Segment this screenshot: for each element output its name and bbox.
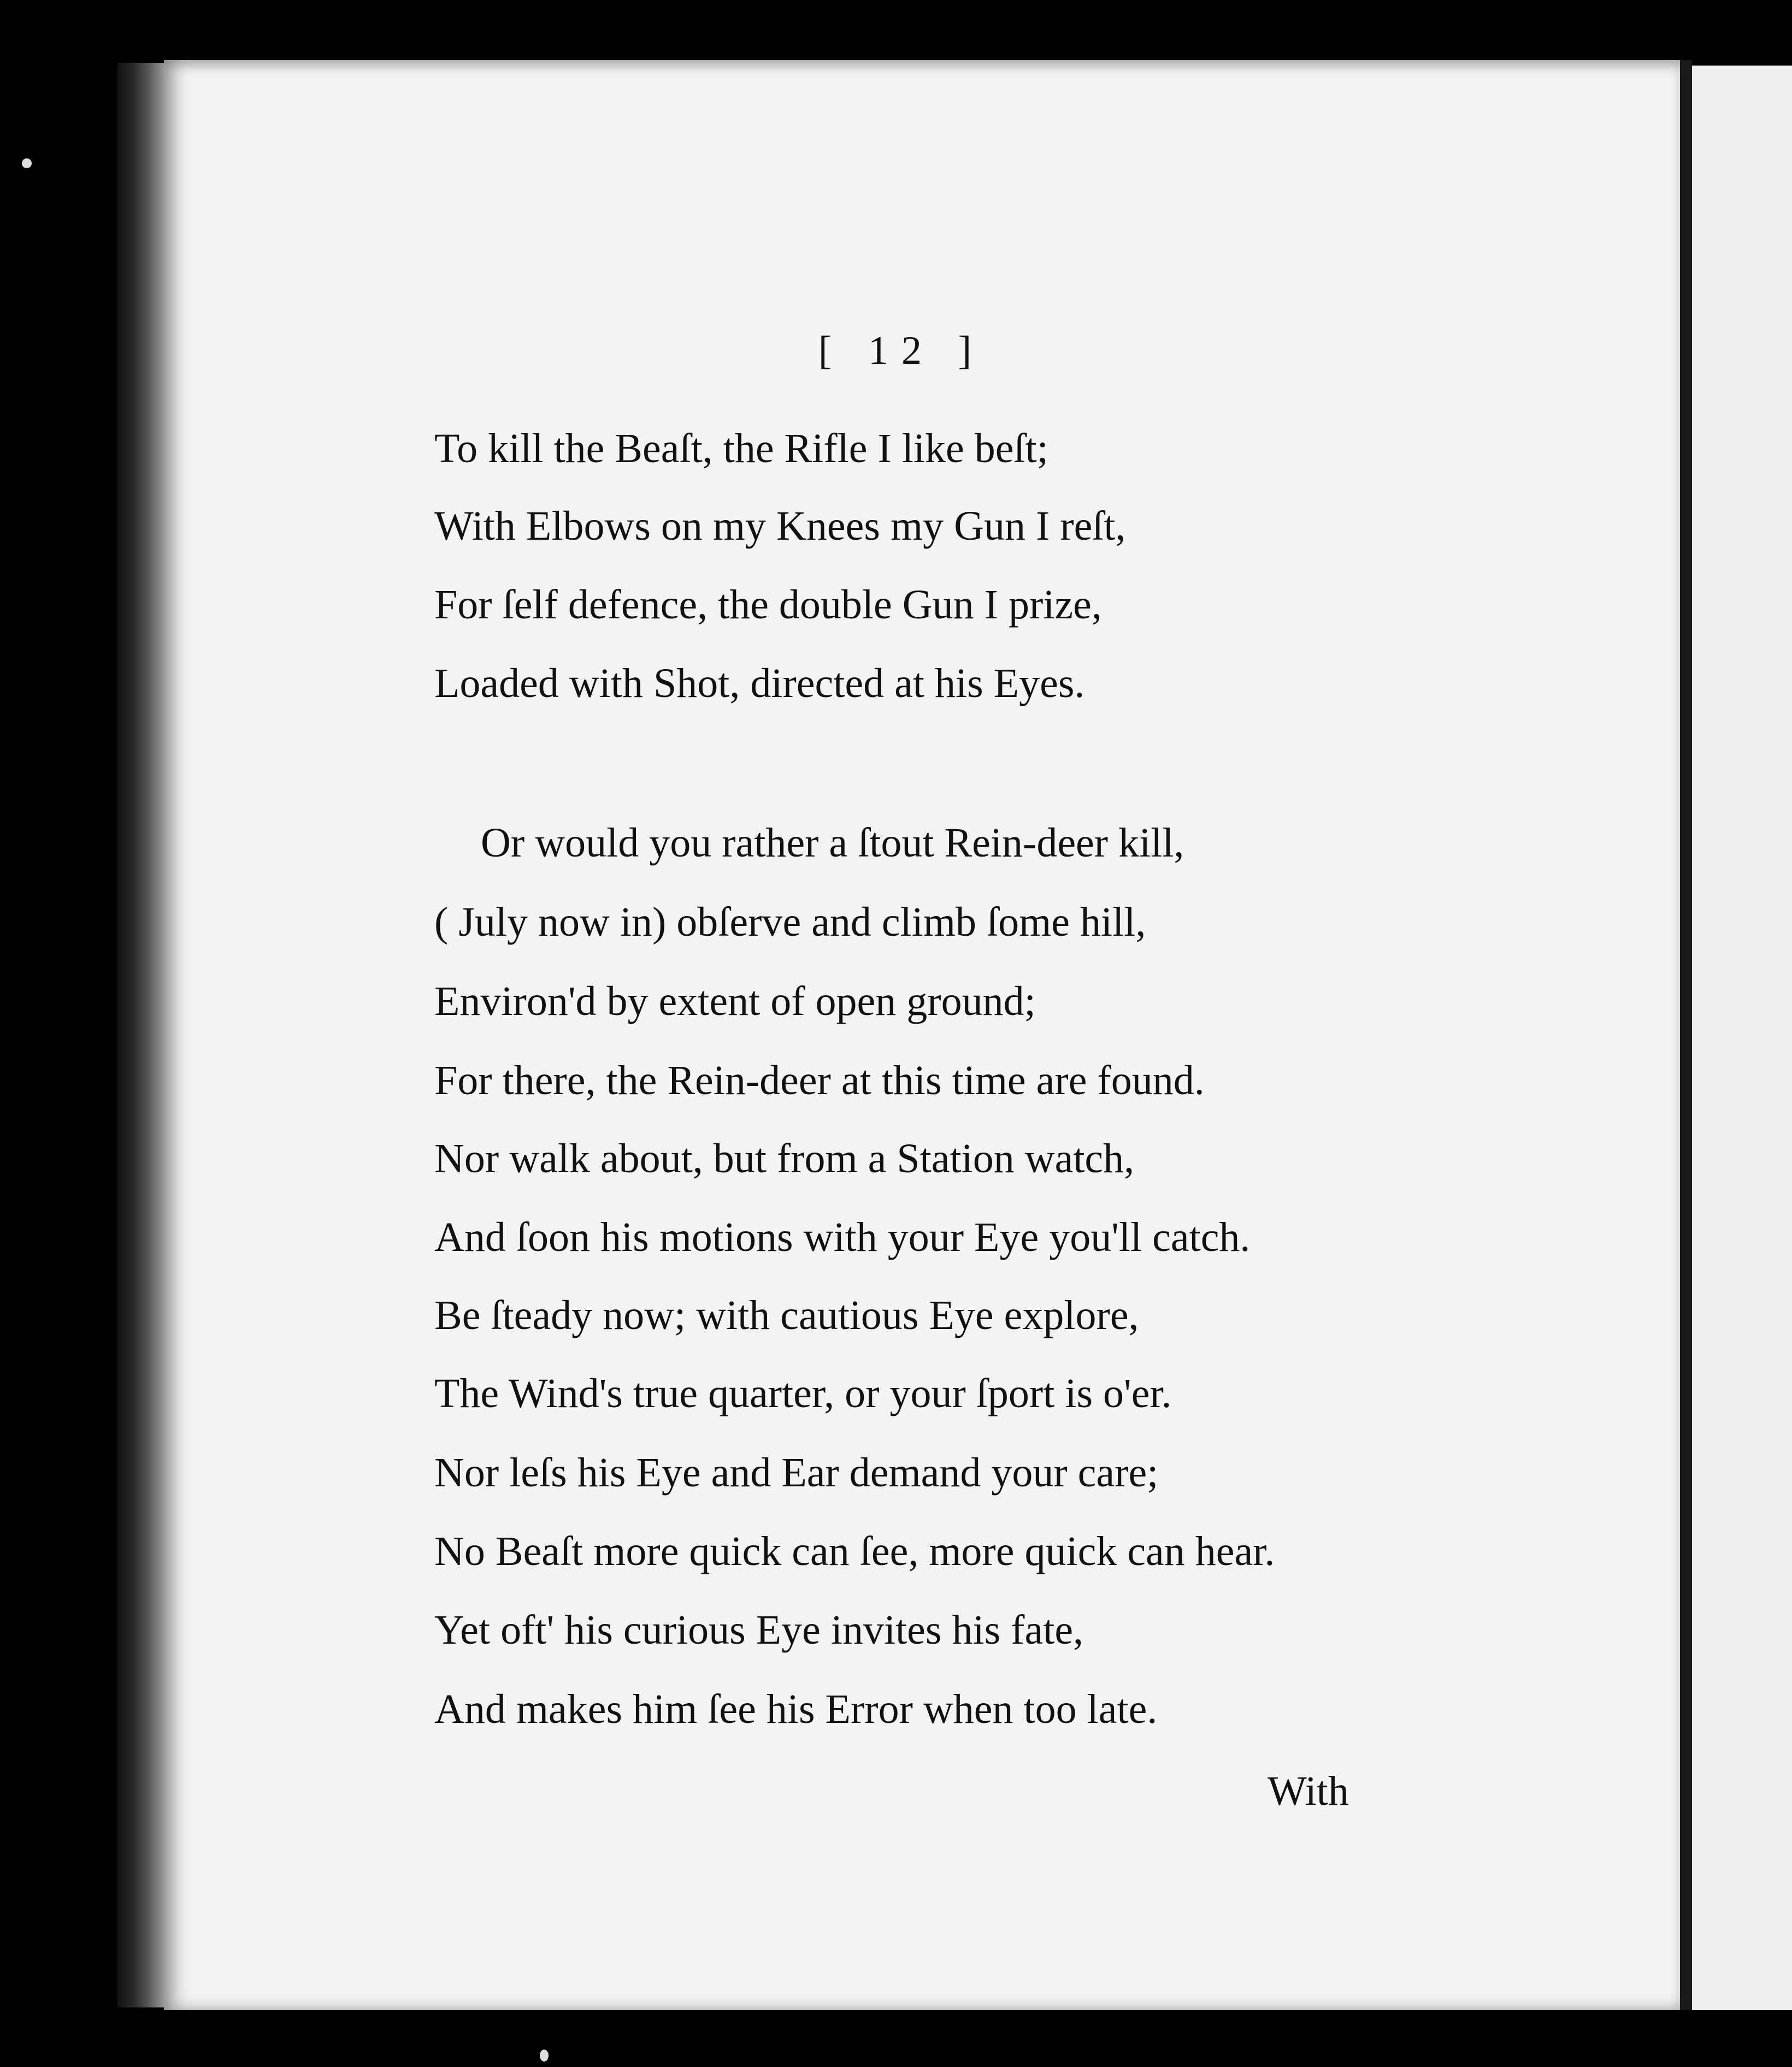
poem-line: Nor leſs his Eye and Ear demand your care;: [434, 1450, 1159, 1496]
poem-line: With Elbows on my Knees my Gun I reſt,: [434, 503, 1126, 549]
poem-line: ( July now in) obſerve and climb ſome hill,: [434, 899, 1146, 945]
page-number: [ 12 ]: [818, 328, 985, 373]
poem-line: Or would you rather a ſtout Rein-deer kill,: [481, 820, 1184, 866]
poem-line: Yet oft' his curious Eye invites his fate,: [434, 1607, 1084, 1653]
poem-line: Nor walk about, but from a Station watch,: [434, 1136, 1135, 1182]
dust-speck: [540, 2050, 549, 2062]
poem-line: Loaded with Shot, directed at his Eyes.: [434, 660, 1085, 706]
poem-line: For ſelf defence, the double Gun I prize,: [434, 582, 1102, 628]
poem-line: To kill the Beaſt, the Rifle I like beſt;: [434, 426, 1048, 471]
dust-speck: [22, 158, 32, 168]
poem-line: No Beaſt more quick can ſee, more quick can hear.: [434, 1528, 1275, 1574]
poem-line: And ſoon his motions with your Eye you'll catch.: [434, 1214, 1251, 1260]
page-gutter: [1680, 60, 1692, 2010]
poem-line: The Wind's true quarter, or your ſport is o'er.: [434, 1371, 1172, 1416]
facing-page-edge: [1692, 66, 1792, 2010]
poem-line: And makes him ſee his Error when too late.: [434, 1686, 1158, 1732]
catchword: With: [1268, 1768, 1349, 1814]
poem-line: Environ'd by extent of open ground;: [434, 978, 1036, 1024]
poem-line: For there, the Rein-deer at this time are found.: [434, 1058, 1205, 1103]
poem-line: Be ſteady now; with cautious Eye explore,: [434, 1292, 1139, 1338]
